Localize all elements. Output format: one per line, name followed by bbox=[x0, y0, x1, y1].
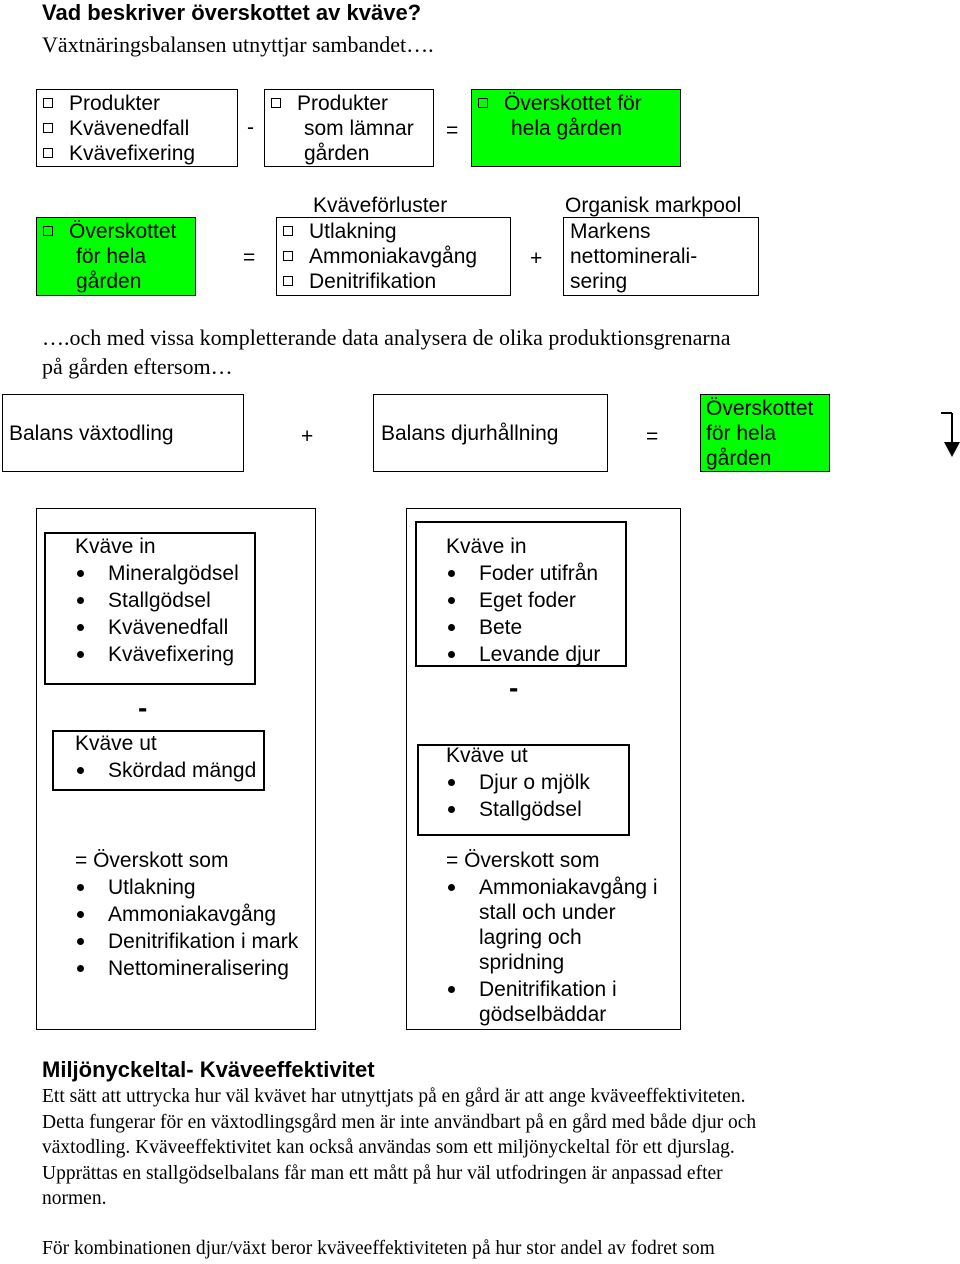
animal-out-item: Djur o mjölk bbox=[446, 770, 590, 795]
paragraph-line: Ett sätt att uttrycka hur väl kvävet har utnyttjats på en gård är att ange kväveeffektiviteten. bbox=[42, 1086, 746, 1107]
animal-surplus-item bbox=[446, 977, 658, 1027]
balance-result-line: gården bbox=[706, 447, 772, 470]
animal-in-item: Levande djur bbox=[446, 642, 600, 667]
animal-balance-label: Balans djurhållning bbox=[381, 422, 559, 445]
crop-in-item: Stallgödsel bbox=[75, 588, 239, 613]
eq2-box-losses bbox=[276, 217, 511, 296]
animal-surplus-item bbox=[446, 875, 658, 975]
animal-surplus-item-line: Denitrifikation i bbox=[479, 978, 617, 1001]
eq2-box1-line: för hela bbox=[76, 245, 147, 268]
balance-result-line: Överskottet bbox=[706, 397, 814, 420]
middle-text-line: på gården eftersom… bbox=[42, 354, 233, 379]
down-arrow-icon bbox=[941, 412, 960, 463]
middle-text-line: ….och med vissa kompletterande data analysera de olika produktionsgrenarna bbox=[42, 325, 731, 350]
eq2-box-organic-pool bbox=[563, 217, 759, 296]
crop-surplus-item: Nettomineralisering bbox=[75, 956, 298, 981]
eq1-box3-line: hela gården bbox=[511, 117, 622, 140]
body-paragraph bbox=[42, 1084, 756, 1212]
middle-text bbox=[42, 323, 731, 381]
eq2-pool-line: nettominerali- bbox=[570, 245, 698, 268]
balance-result-line: för hela bbox=[706, 422, 777, 445]
eq1-box1-item: Kvävenedfall bbox=[43, 116, 195, 141]
eq1-equals-operator: = bbox=[446, 119, 459, 142]
crop-in-item: Mineralgödsel bbox=[75, 561, 239, 586]
checkbox-bullet-icon bbox=[271, 92, 297, 115]
crop-surplus bbox=[75, 848, 298, 981]
intro-text: Växtnäringsbalansen utnyttjar sambandet…. bbox=[42, 32, 434, 57]
eq2-loss-item: Denitrifikation bbox=[283, 269, 477, 294]
paragraph-line: normen. bbox=[42, 1188, 107, 1209]
eq1-box1-item: Kvävefixering bbox=[43, 141, 195, 166]
eq2-loss-item: Ammoniakavgång bbox=[283, 244, 477, 269]
eq2-equals-operator: = bbox=[243, 246, 256, 269]
crop-in-title: Kväve in bbox=[75, 535, 156, 558]
eq2-box1-line: Överskottet bbox=[69, 220, 177, 243]
eq1-box3-line: Överskottet för bbox=[504, 92, 642, 115]
eq1-box-products-in bbox=[36, 89, 238, 167]
animal-surplus-item-line: lagring och bbox=[479, 926, 582, 949]
eq2-pool-line: Markens bbox=[570, 220, 651, 243]
animal-surplus-title: = Överskott som bbox=[446, 849, 600, 872]
balance-equals-operator: = bbox=[646, 425, 659, 448]
crop-out-item: Skördad mängd bbox=[75, 758, 256, 783]
animal-surplus-item-line: gödselbäddar bbox=[479, 1003, 607, 1026]
crop-in-item: Kvävenedfall bbox=[75, 615, 239, 640]
crop-out-title: Kväve ut bbox=[75, 732, 157, 755]
paragraph-line: Upprättas en stallgödselbalans får man ett mått på hur väl utfodringen är anpassad efter bbox=[42, 1162, 723, 1184]
eq2-pool-line: sering bbox=[570, 270, 628, 293]
crop-in-item: Kvävefixering bbox=[75, 642, 239, 667]
animal-out-item: Stallgödsel bbox=[446, 797, 590, 822]
eq2-plus-operator: + bbox=[530, 247, 543, 270]
animal-in-item: Bete bbox=[446, 615, 600, 640]
paragraph-line: Detta fungerar för en växtodlingsgård men är inte användbart på en gård med både djur och bbox=[42, 1111, 757, 1133]
eq2-organic-pool-title: Organisk markpool bbox=[565, 194, 742, 217]
eq1-box1-item: Produkter bbox=[43, 91, 195, 116]
animal-nitrogen-in bbox=[446, 534, 600, 667]
eq1-box-products-out bbox=[264, 89, 434, 167]
last-line: För kombinationen djur/växt beror kväveeffektiviteten på hur stor andel av fodret som bbox=[42, 1238, 715, 1259]
eq2-loss-item: Utlakning bbox=[283, 219, 477, 244]
crop-surplus-title: = Överskott som bbox=[75, 849, 229, 872]
animal-nitrogen-out bbox=[446, 743, 590, 822]
animal-surplus-item-line: spridning bbox=[479, 951, 565, 974]
eq2-box-farm-surplus bbox=[36, 217, 196, 296]
crop-balance-box bbox=[2, 394, 244, 472]
eq2-losses-title: Kväveförluster bbox=[313, 194, 448, 217]
eq1-box2-line: som lämnar bbox=[304, 117, 414, 140]
eq1-box2-line: gården bbox=[304, 142, 370, 165]
eq1-minus-operator: - bbox=[247, 116, 254, 139]
crop-balance-label: Balans växtodling bbox=[9, 422, 174, 445]
eq1-box2-line: Produkter bbox=[297, 92, 389, 115]
animal-in-item: Foder utifrån bbox=[446, 561, 600, 586]
page-heading: Vad beskriver överskottet av kväve? bbox=[42, 0, 422, 25]
animal-surplus-item-line: stall och under bbox=[479, 901, 616, 924]
paragraph-line: växtodling. Kväveeffektivitet kan också användas som ett miljönyckeltal för ett djurslag. bbox=[42, 1137, 735, 1158]
animal-surplus bbox=[446, 848, 658, 1027]
animal-surplus-item-line: Ammoniakavgång i bbox=[479, 876, 658, 899]
checkbox-bullet-icon bbox=[478, 92, 504, 115]
crop-surplus-item: Ammoniakavgång bbox=[75, 902, 298, 927]
animal-in-title: Kväve in bbox=[446, 535, 527, 558]
animal-balance-box bbox=[373, 394, 608, 472]
balance-result-box bbox=[700, 394, 830, 472]
checkbox-bullet-icon bbox=[43, 220, 69, 243]
animal-minus-operator: - bbox=[509, 672, 519, 703]
balance-plus-operator: + bbox=[301, 425, 314, 448]
crop-minus-operator: - bbox=[138, 692, 148, 723]
animal-in-item: Eget foder bbox=[446, 588, 600, 613]
eq2-box1-line: gården bbox=[76, 270, 142, 293]
animal-out-title: Kväve ut bbox=[446, 744, 528, 767]
eq1-box-farm-surplus bbox=[471, 89, 681, 167]
crop-nitrogen-in bbox=[75, 534, 239, 667]
crop-surplus-item: Utlakning bbox=[75, 875, 298, 900]
crop-nitrogen-out bbox=[75, 731, 256, 783]
crop-surplus-item: Denitrifikation i mark bbox=[75, 929, 298, 954]
section-heading: Miljönyckeltal- Kväveeffektivitet bbox=[42, 1057, 375, 1082]
